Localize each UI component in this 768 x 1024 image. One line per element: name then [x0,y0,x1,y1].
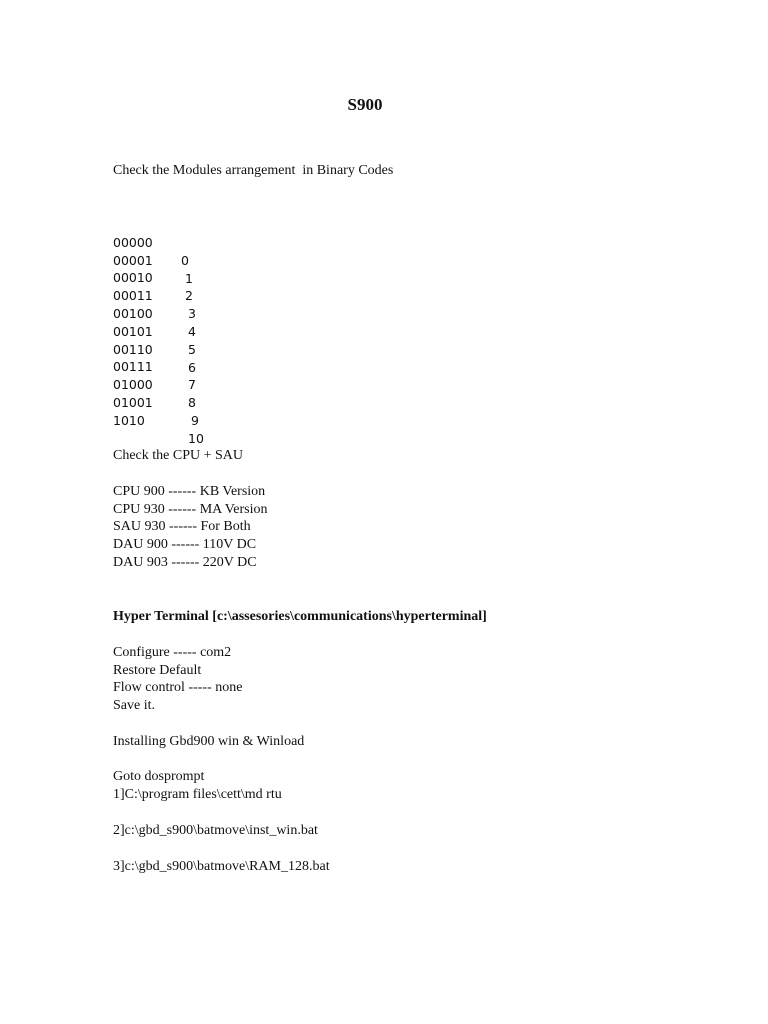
install-step-1: 1]C:\program files\cett\md rtu [113,787,282,802]
cpu-line: SAU 930 ------ For Both [113,519,251,534]
decimal-value: 10 [188,431,204,446]
binary-value: 00101 [113,324,153,339]
install-heading: Installing Gbd900 win & Winload [113,734,305,749]
cpu-line: DAU 903 ------ 220V DC [113,555,257,570]
decimal-value: 0 [181,253,189,268]
decimal-value: 8 [188,395,196,410]
binary-value: 00110 [113,342,153,357]
hyper-terminal-line: Flow control ----- none [113,680,243,695]
hyper-terminal-line: Configure ----- com2 [113,645,232,660]
decimal-value: 6 [188,360,196,375]
binary-value: 00010 [113,270,153,285]
hyper-terminal-heading: Hyper Terminal [c:\assesories\communications\hyperterminal] [113,609,487,624]
binary-value: 1010 [113,413,145,428]
cpu-line: DAU 900 ------ 110V DC [113,537,257,552]
binary-value: 00100 [113,306,153,321]
modules-heading: Check the Modules arrangement in Binary Codes [113,163,394,178]
cpu-heading: Check the CPU + SAU [113,448,244,463]
hyper-terminal-line: Restore Default [113,663,202,678]
binary-value: 00001 [113,253,153,268]
decimal-value: 1 [185,271,193,286]
cpu-line: CPU 900 ------ KB Version [113,484,266,499]
binary-value: 00011 [113,288,153,303]
decimal-value: 4 [188,324,196,339]
decimal-value: 3 [188,306,196,321]
goto-line: Goto dosprompt [113,769,205,784]
decimal-value: 5 [188,342,196,357]
binary-value: 01001 [113,395,153,410]
binary-code-row [113,394,204,446]
install-step-2: 2]c:\gbd_s900\batmove\inst_win.bat [113,823,318,838]
decimal-value: 7 [188,377,196,392]
decimal-value: 9 [191,413,199,428]
decimal-value: 2 [185,288,193,303]
hyper-terminal-line: Save it. [113,698,155,713]
cpu-line: CPU 930 ------ MA Version [113,502,268,517]
binary-value: 00111 [113,359,153,374]
install-step-3: 3]c:\gbd_s900\batmove\RAM_128.bat [113,859,330,874]
page-title: S900 [347,95,383,114]
binary-value: 01000 [113,377,153,392]
binary-value: 00000 [113,235,153,250]
